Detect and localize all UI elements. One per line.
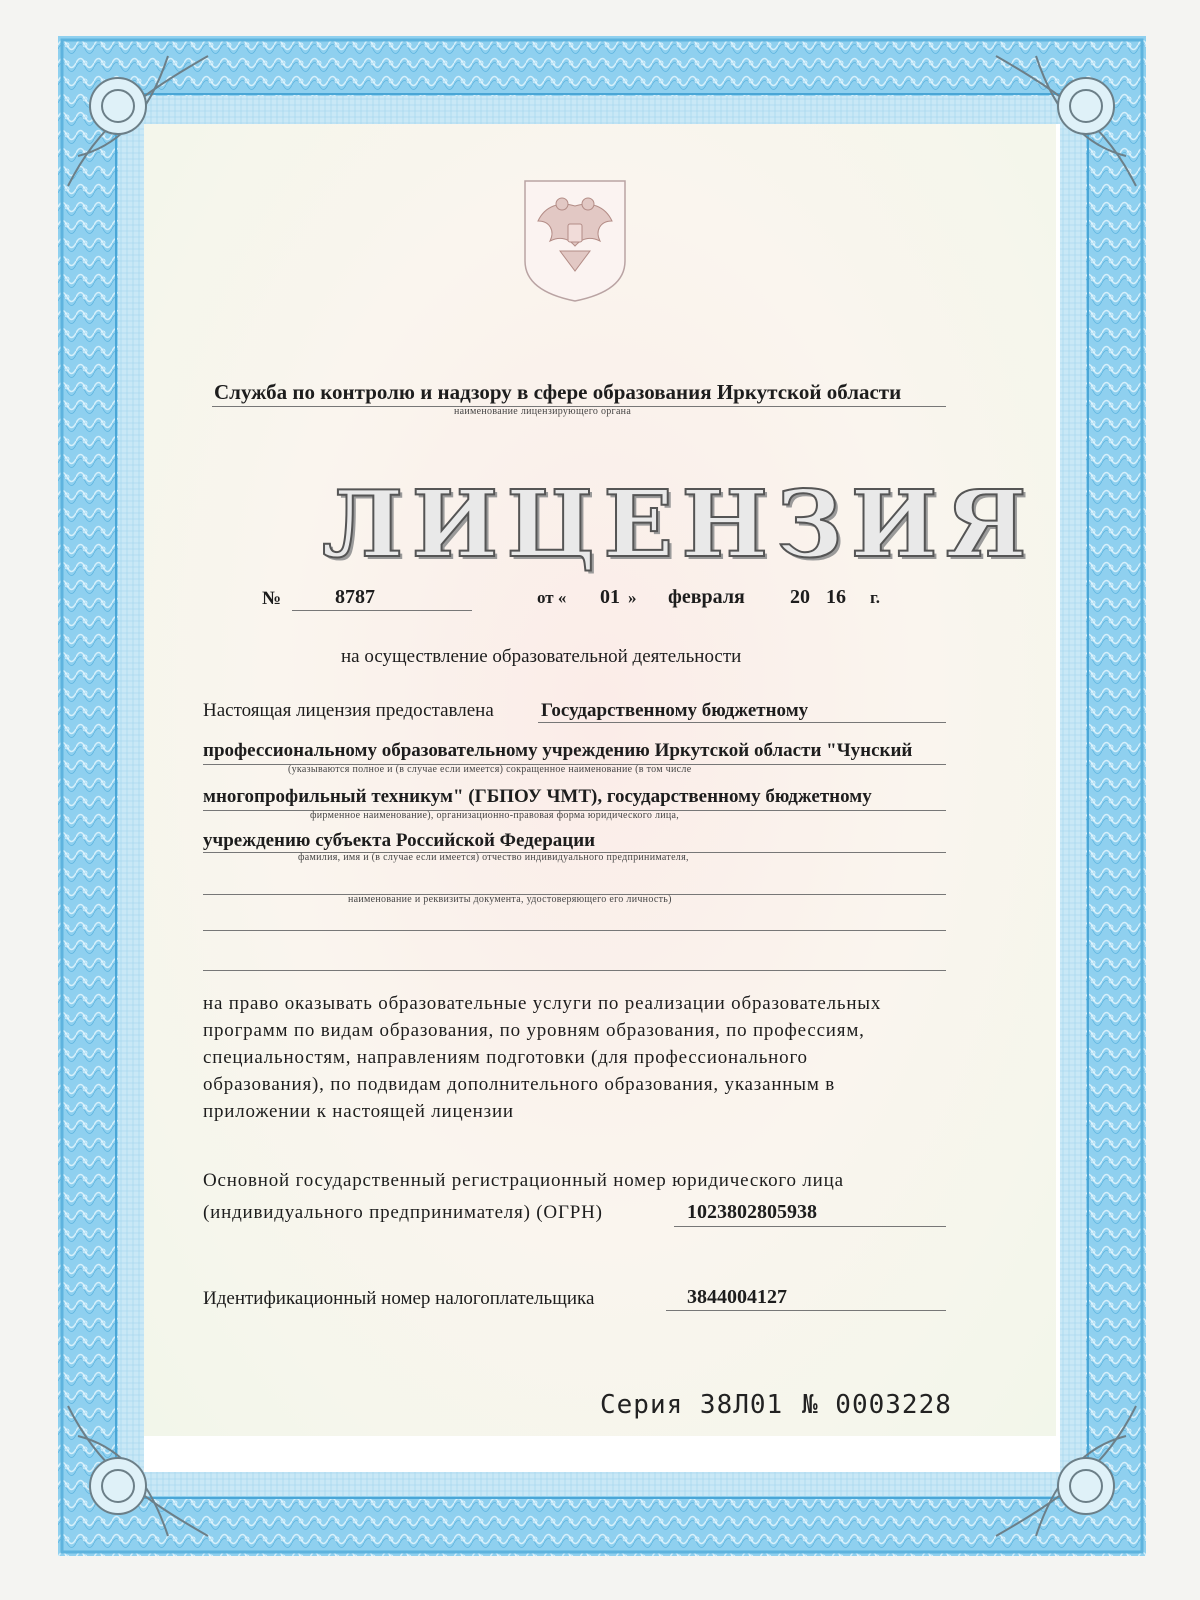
document-title: ЛИЦЕНЗИЯ	[322, 470, 1035, 578]
date-year-label: г.	[870, 588, 881, 607]
licensing-authority: Служба по контролю и надзору в сфере образования Иркутской области	[214, 380, 902, 404]
activity-description: на осуществление образовательной деятельности	[341, 646, 742, 667]
grantee-underline-6	[203, 930, 946, 931]
license-number: 8787	[335, 586, 375, 608]
grantee-underline-1	[538, 722, 946, 723]
inn-value: 3844004127	[687, 1286, 787, 1308]
ogrn-label-line-1: Основной государственный регистрационный номер юридического лица	[203, 1170, 844, 1191]
grantee-lead: Настоящая лицензия предоставлена	[203, 700, 494, 721]
date-day-close: »	[628, 588, 637, 607]
grantee-caption-4: фамилия, имя и (в случае если имеется) отчество индивидуального предпринимателя,	[298, 852, 689, 863]
rights-paragraph	[203, 990, 948, 1125]
ogrn-label-line-2: (индивидуального предпринимателя) (ОГРН)	[203, 1202, 603, 1223]
authority-caption: наименование лицензирующего органа	[454, 406, 632, 417]
grantee-caption-3: фирменное наименование), организационно-правовая форма юридического лица,	[310, 810, 680, 821]
ogrn-underline	[674, 1226, 946, 1227]
grantee-caption-5: наименование и реквизиты документа, удостоверяющего его личность)	[348, 894, 672, 905]
inn-label: Идентификационный номер налогоплательщика	[203, 1288, 595, 1309]
date-year-suffix: 16	[826, 586, 846, 608]
date-year-prefix: 20	[790, 586, 810, 608]
grantee-caption-2: (указываются полное и (в случае если имеется) сокращенное наименование (в том числе	[288, 764, 692, 775]
grantee-underline-7	[203, 970, 946, 971]
date-day: 01	[600, 586, 620, 608]
blank-series: Серия 38Л01	[600, 1390, 784, 1420]
ogrn-value: 1023802805938	[687, 1201, 817, 1223]
coat-of-arms-emblem	[520, 176, 630, 306]
rights-line-5: приложении к настоящей лицензии	[203, 1101, 514, 1122]
date-from-label: от «	[537, 588, 567, 607]
rights-line-1: на право оказывать образовательные услуги по реализации образовательных	[203, 993, 882, 1014]
number-underline	[292, 610, 472, 611]
grantee-line-4: учреждению субъекта Российской Федерации	[203, 830, 596, 851]
grantee-line-1: Государственному бюджетному	[541, 700, 809, 721]
inn-underline	[666, 1310, 946, 1311]
blank-number: № 0003228	[802, 1390, 952, 1420]
license-number-label: №	[262, 588, 282, 609]
grantee-line-3: многопрофильный техникум" (ГБПОУ ЧМТ), государственному бюджетному	[203, 786, 872, 807]
document-body	[144, 124, 1056, 1436]
grantee-line-2: профессиональному образовательному учреждению Иркутской области "Чунский	[203, 740, 913, 761]
rights-line-2: программ по видам образования, по уровням образования, по профессиям,	[203, 1020, 865, 1041]
rights-line-3: специальностям, направлениям подготовки (для профессионального	[203, 1047, 808, 1068]
date-month: февраля	[668, 586, 745, 608]
rights-line-4: образования), по подвидам дополнительного образования, указанным в	[203, 1074, 835, 1095]
